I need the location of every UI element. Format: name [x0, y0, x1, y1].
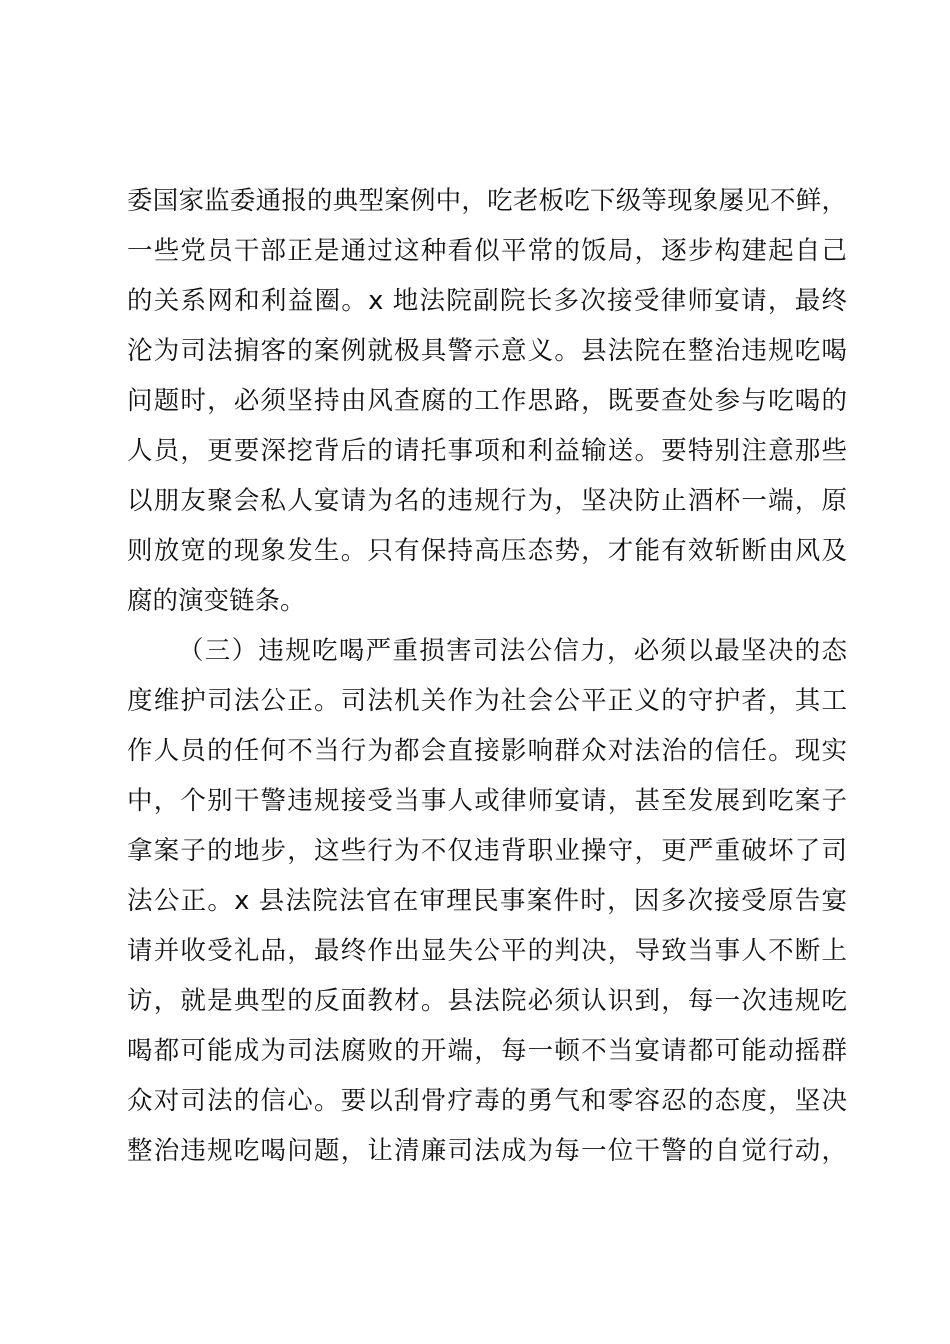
paragraph-2-line-4: 中，个别干警违规接受当事人或律师宴请，甚至发展到吃案子: [127, 786, 847, 816]
paragraph-1-line-4: 沦为司法掮客的案例就极具警示意义。县法院在整治违规吃喝: [127, 336, 847, 366]
paragraph-2-line-8: 访，就是典型的反面教材。县法院必须认识到，每一次违规吃: [127, 986, 847, 1016]
paragraph-2-line-6: 法公正。x 县法院法官在审理民事案件时，因多次接受原告宴: [127, 886, 847, 916]
paragraph-2-line-10: 众对司法的信心。要以刮骨疗毒的勇气和零容忍的态度，坚决: [127, 1086, 847, 1116]
paragraph-2-line-7: 请并收受礼品，最终作出显失公平的判决，导致当事人不断上: [127, 936, 847, 966]
paragraph-1: [127, 176, 847, 626]
paragraph-2-line-1: （三）违规吃喝严重损害司法公信力，必须以最坚决的态: [178, 636, 847, 666]
document-body: [127, 176, 847, 1176]
paragraph-1-line-8: 则放宽的现象发生。只有保持高压态势，才能有效斩断由风及: [127, 536, 847, 566]
paragraph-1-line-2: 一些党员干部正是通过这种看似平常的饭局，逐步构建起自己: [127, 236, 847, 266]
paragraph-1-line-3: 的关系网和利益圈。x 地法院副院长多次接受律师宴请，最终: [127, 286, 847, 316]
paragraph-2-line-2: 度维护司法公正。司法机关作为社会公平正义的守护者，其工: [127, 686, 847, 716]
paragraph-1-line-1: 委国家监委通报的典型案例中，吃老板吃下级等现象屡见不鲜，: [127, 186, 847, 216]
paragraph-2-line-5: 拿案子的地步，这些行为不仅违背职业操守，更严重破坏了司: [127, 836, 847, 866]
paragraph-2: [127, 626, 847, 1176]
paragraph-1-line-5: 问题时，必须坚持由风查腐的工作思路，既要查处参与吃喝的: [127, 386, 847, 416]
paragraph-2-line-3: 作人员的任何不当行为都会直接影响群众对法治的信任。现实: [127, 736, 847, 766]
paragraph-1-line-9: 腐的演变链条。: [127, 586, 306, 616]
paragraph-1-line-6: 人员，更要深挖背后的请托事项和利益输送。要特别注意那些: [127, 436, 847, 466]
paragraph-1-line-7: 以朋友聚会私人宴请为名的违规行为，坚决防止酒杯一端，原: [127, 486, 847, 516]
paragraph-2-line-9: 喝都可能成为司法腐败的开端，每一顿不当宴请都可能动摇群: [127, 1036, 847, 1066]
paragraph-2-line-11: 整治违规吃喝问题，让清廉司法成为每一位干警的自觉行动，: [127, 1136, 847, 1166]
